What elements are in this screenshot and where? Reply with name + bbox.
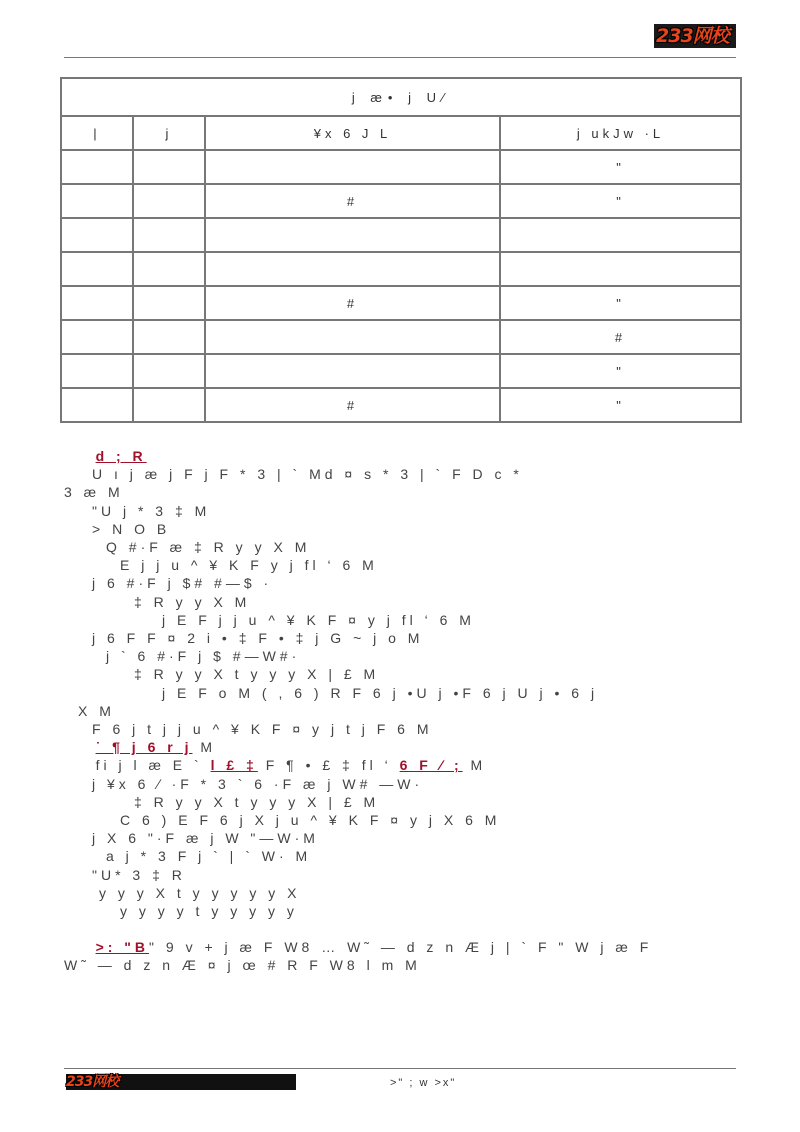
table-cell: # <box>205 388 500 422</box>
table-cell: " <box>500 184 741 218</box>
data-table <box>60 77 742 423</box>
table-cell: " <box>500 388 741 422</box>
table-row <box>61 150 741 184</box>
table-cell: " <box>500 150 741 184</box>
table-cell: " <box>500 286 741 320</box>
body-line: j ¥x 6 ∕ ·F * 3 ` 6 ·F æ j W# —W· <box>92 775 424 792</box>
table-cell <box>61 150 133 184</box>
table-cell <box>500 252 741 286</box>
body-line: j ` 6 #·F j $ #—W#· <box>106 648 301 665</box>
table-row <box>61 218 741 252</box>
table-title: j æ• j U∕ <box>61 78 741 116</box>
table-cell <box>61 320 133 354</box>
final-paragraph: >: "B" 9 v + j æ F W8 … W˜ — d z n Æ j | ` F " W j æ F <box>95 939 653 956</box>
body-line: j E F j j u ^ ¥ K F ¤ y j fl ‘ 6 M <box>162 611 475 628</box>
column-header: ¥x 6 J L <box>205 116 500 150</box>
body-line: j E F o M ( , 6 ) R F 6 j •U j •F 6 j U j • 6 j <box>162 684 599 701</box>
table-cell <box>61 388 133 422</box>
body-line: a j * 3 F j ` | ` W· M <box>106 848 312 865</box>
body-line: y y y y t y y y y y <box>120 903 298 920</box>
body-line-mixed: fi j l æ E ` l £ ‡ F ¶ • £ ‡ fl ‘ 6 F ∕ ; M <box>95 757 487 774</box>
header-divider <box>64 57 736 58</box>
column-header: j ukJw ·L <box>500 116 741 150</box>
table-cell <box>205 354 500 388</box>
body-line: > N O B <box>92 520 171 537</box>
table-cell <box>133 286 205 320</box>
table-cell <box>133 184 205 218</box>
section-heading: d ; R <box>95 448 147 464</box>
footer-logo: 233网校 <box>66 1074 296 1090</box>
table-cell <box>205 218 500 252</box>
body-line: 3 æ M <box>64 484 124 501</box>
table-cell <box>61 252 133 286</box>
body-line: "U j * 3 ‡ M <box>92 502 211 519</box>
table-cell <box>500 218 741 252</box>
table-cell <box>133 388 205 422</box>
page-footer: >" ; w >x" <box>390 1077 457 1089</box>
body-line: ‡ R y y X M <box>134 593 251 610</box>
body-line: y y y X t y y y y y X <box>99 884 301 901</box>
table-row <box>61 388 741 422</box>
table-cell <box>133 320 205 354</box>
body-line: j X 6 "·F æ j W "—W·M <box>92 830 319 847</box>
body-line-red: ˙ ¶ j 6 r j M <box>95 739 217 756</box>
table-row <box>61 320 741 354</box>
table-row <box>61 184 741 218</box>
body-line: F 6 j t j j u ^ ¥ K F ¤ y j t j F 6 M <box>92 721 433 738</box>
table-cell: # <box>205 286 500 320</box>
table-cell <box>61 286 133 320</box>
body-line: ‡ R y y X t y y y X | £ M <box>134 793 380 810</box>
body-line: Q #·F æ ‡ R y y X M <box>106 539 311 556</box>
footer-divider <box>64 1068 736 1069</box>
table-title-row <box>61 78 741 116</box>
table-cell <box>61 184 133 218</box>
table-cell <box>205 252 500 286</box>
table-cell <box>133 354 205 388</box>
table-row <box>61 354 741 388</box>
body-line: "U* 3 ‡ R <box>92 866 186 883</box>
body-line: X M <box>78 702 115 719</box>
table-cell: # <box>205 184 500 218</box>
table-cell <box>61 354 133 388</box>
body-line: C 6 ) E F 6 j X j u ^ ¥ K F ¤ y j X 6 M <box>120 812 501 829</box>
table-cell <box>61 218 133 252</box>
final-paragraph-line: W˜ — d z n Æ ¤ j œ # R F W8 l m M <box>64 957 421 974</box>
column-header: | <box>61 116 133 150</box>
table-cell: " <box>500 354 741 388</box>
table-cell <box>133 218 205 252</box>
table-row <box>61 286 741 320</box>
body-line: E j j u ^ ¥ K F y j fl ‘ 6 M <box>120 557 378 574</box>
table-cell <box>133 150 205 184</box>
brand-logo: 233网校 <box>654 24 736 48</box>
document-body <box>64 447 740 975</box>
body-line: j 6 F F ¤ 2 i • ‡ F • ‡ j G ~ j o M <box>92 630 424 647</box>
table-cell <box>205 320 500 354</box>
table-header-row <box>61 116 741 150</box>
body-line: j 6 #·F j $# #—$ · <box>92 575 273 592</box>
body-line: U ı j æ j F j F * 3 | ` Md ¤ s * 3 | ` F D c * <box>92 466 523 483</box>
body-line: ‡ R y y X t y y y X | £ M <box>134 666 380 683</box>
table-cell: # <box>500 320 741 354</box>
column-header: j <box>133 116 205 150</box>
table-cell <box>205 150 500 184</box>
table-row <box>61 252 741 286</box>
table-cell <box>133 252 205 286</box>
